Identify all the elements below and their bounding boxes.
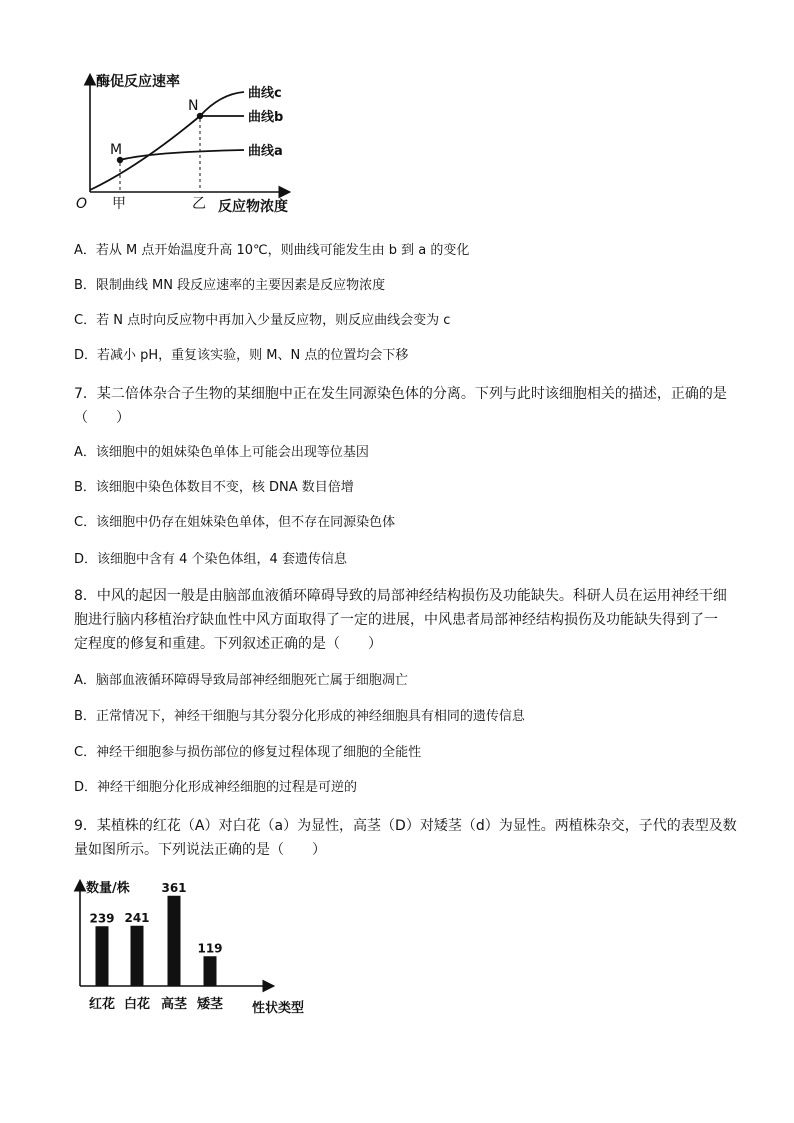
bar-value-label-3: 119 xyxy=(197,941,223,956)
origin-label: O xyxy=(76,196,88,212)
curve-c xyxy=(200,92,244,116)
q6-option-c: C．若 N 点时向反应物中再加入少量反应物，则反应曲线会变为 c xyxy=(74,313,451,328)
bar-value-label-0: 239 xyxy=(89,911,115,926)
bar-value-label-1: 241 xyxy=(124,910,150,925)
bar-category-label-1: 白花 xyxy=(123,997,151,1012)
bar-x-axis-label: 性状类型 xyxy=(252,1001,305,1016)
q7-stem xyxy=(74,382,727,430)
tick-yi: 乙 xyxy=(192,196,206,212)
q8-stem-line3: 定程度的修复和重建。下列叙述正确的是（ ） xyxy=(74,636,382,652)
bar-y-axis-label: 数量/株 xyxy=(86,881,130,896)
q8-option-a: A．脑部血液循环障碍导致局部神经细胞死亡属于细胞凋亡 xyxy=(74,673,408,688)
point-m-label: M xyxy=(110,142,123,158)
curve-b-label: 曲线b xyxy=(248,110,284,125)
curve-a-label: 曲线a xyxy=(248,144,283,159)
q7-option-d: D．该细胞中含有 4 个染色体组，4 套遗传信息 xyxy=(74,552,347,567)
q9-stem-line2: 量如图所示。下列说法正确的是（ ） xyxy=(74,842,326,858)
bar-1 xyxy=(131,926,144,986)
q8-stem-line2: 胞进行脑内移植治疗缺血性中风方面取得了一定的进展，中风患者局部神经结构损伤及功能缺失得到了一 xyxy=(74,612,718,628)
enzyme-rate-figure xyxy=(70,70,310,220)
q9-stem-line1: 9．某植株的红花（A）对白花（a）为显性，高茎（D）对矮茎（d）为显性。两植株杂交，子代的表型及数 xyxy=(74,818,737,834)
y-axis-label: 酶促反应速率 xyxy=(96,74,180,90)
bar-value-label-2: 361 xyxy=(161,880,187,895)
bar-3 xyxy=(204,956,217,986)
bar-category-label-2: 高茎 xyxy=(160,997,188,1012)
q6-option-a: A．若从 M 点开始温度升高 10℃，则曲线可能发生由 b 到 a 的变化 xyxy=(74,243,470,258)
curve-c-label: 曲线c xyxy=(248,86,282,101)
q7-stem-line1: 7．某二倍体杂合子生物的某细胞中正在发生同源染色体的分离。下列与此时该细胞相关的描述，正确的是 xyxy=(74,386,727,402)
q8-stem-line1: 8．中风的起因一般是由脑部血液循环障碍导致的局部神经结构损伤及功能缺失。科研人员在运用神经干细 xyxy=(74,588,727,604)
phenotype-bar-chart xyxy=(70,872,340,1022)
bar-category-label-3: 矮茎 xyxy=(196,997,224,1012)
q8-stem xyxy=(74,584,727,656)
q7-option-c: C．该细胞中仍存在姐妹染色单体，但不存在同源染色体 xyxy=(74,515,396,530)
q7-stem-line2: （ ） xyxy=(74,410,130,426)
q7-option-a: A．该细胞中的姐妹染色单体上可能会出现等位基因 xyxy=(74,445,369,460)
bar-2 xyxy=(168,896,181,986)
q6-option-d: D．若减小 pH，重复该实验，则 M、N 点的位置均会下移 xyxy=(74,348,409,363)
q6-option-b: B．限制曲线 MN 段反应速率的主要因素是反应物浓度 xyxy=(74,278,386,293)
curve-a xyxy=(120,150,244,160)
q9-stem xyxy=(74,814,737,862)
q8-option-b: B．正常情况下，神经干细胞与其分裂分化形成的神经细胞具有相同的遗传信息 xyxy=(74,709,525,724)
bar-0 xyxy=(96,926,109,986)
x-axis-label: 反应物浓度 xyxy=(218,199,288,215)
point-n-label: N xyxy=(188,98,199,114)
q8-option-c: C．神经干细胞参与损伤部位的修复过程体现了细胞的全能性 xyxy=(74,745,422,760)
q7-option-b: B．该细胞中染色体数目不变，核 DNA 数目倍增 xyxy=(74,480,354,495)
tick-jia: 甲 xyxy=(112,196,126,212)
q8-option-d: D．神经干细胞分化形成神经细胞的过程是可逆的 xyxy=(74,780,358,795)
bar-category-label-0: 红花 xyxy=(88,997,116,1012)
